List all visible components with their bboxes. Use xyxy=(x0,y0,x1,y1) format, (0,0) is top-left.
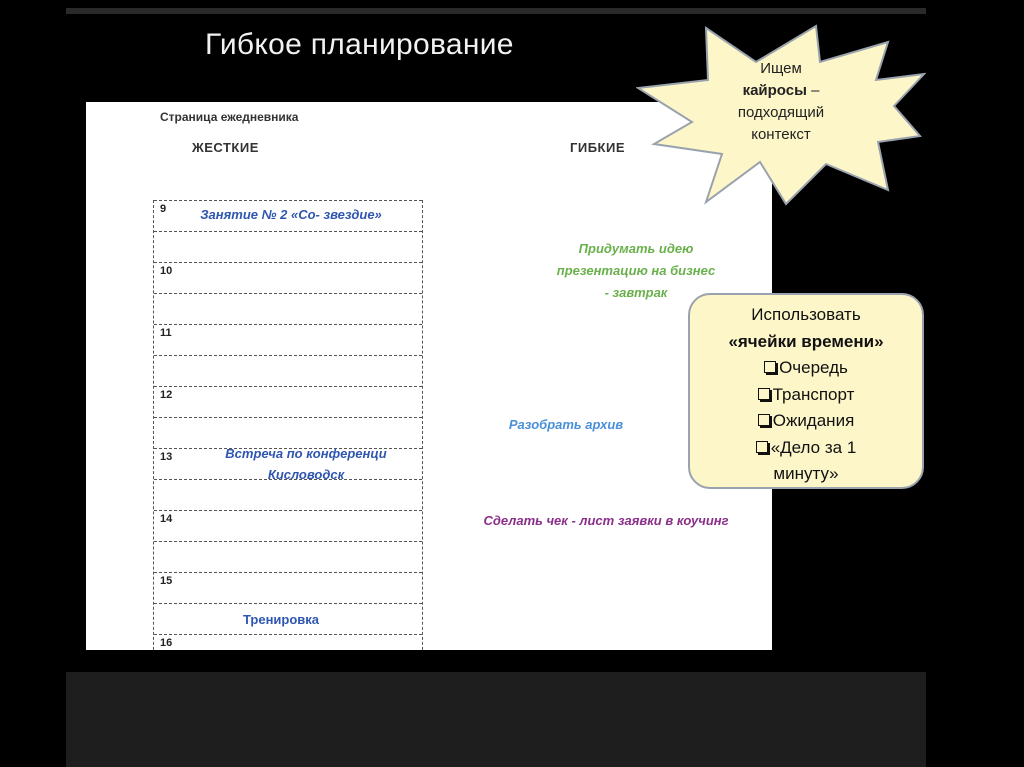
time-row xyxy=(154,510,422,541)
time-row xyxy=(154,541,422,572)
flexible-task-archive: Разобрать архив xyxy=(508,417,624,432)
starburst-line4: контекст xyxy=(751,126,811,143)
flexible-task-idea-line1: Придумать идею xyxy=(578,241,694,256)
slide-title: Гибкое планирование xyxy=(205,28,514,61)
hour-label: 13 xyxy=(160,451,173,463)
hour-label: 9 xyxy=(160,203,167,215)
starburst-line3: подходящий xyxy=(737,104,825,121)
callout-item xyxy=(690,408,922,435)
rigid-event-meeting-line2: Кисловодск xyxy=(267,467,345,482)
hour-label: 15 xyxy=(160,575,173,587)
checkbox-icon xyxy=(758,414,770,426)
hour-label: 16 xyxy=(160,637,173,649)
column-flexible-header: ГИБКИЕ xyxy=(570,140,626,155)
callout-item-text: Очередь xyxy=(779,358,848,377)
callout-item xyxy=(690,435,922,462)
rigid-event-meeting-line1: Встреча по конференци xyxy=(225,446,387,461)
callout-line1: Использовать xyxy=(751,305,861,324)
callout-item xyxy=(690,382,922,409)
starburst-line1: Ищем xyxy=(760,60,802,77)
planner-page-label: Страница ежедневника xyxy=(160,110,299,124)
time-row xyxy=(154,262,422,293)
time-row xyxy=(154,386,422,417)
checkbox-icon xyxy=(764,361,776,373)
rigid-event-training: Тренировка xyxy=(242,612,320,627)
hour-label: 11 xyxy=(160,327,172,339)
starburst-dash: – xyxy=(806,82,820,99)
callout-item-text: «Дело за 1 xyxy=(770,437,857,457)
time-row xyxy=(154,634,422,650)
time-cells-callout xyxy=(688,293,924,489)
starburst-line2 xyxy=(716,80,846,102)
column-rigid-header: ЖЕСТКИЕ xyxy=(192,140,259,155)
flexible-task-checklist: Сделать чек - лист заявки в коучинг xyxy=(483,513,729,528)
bottom-band xyxy=(66,672,926,767)
callout-item-text: Ожидания xyxy=(772,411,855,430)
callout-item xyxy=(690,355,922,382)
checkbox-icon xyxy=(756,441,768,453)
time-row xyxy=(154,293,422,324)
time-row xyxy=(154,324,422,355)
time-row xyxy=(154,231,422,262)
time-grid xyxy=(153,200,423,650)
time-row xyxy=(154,355,422,386)
hour-label: 12 xyxy=(160,389,173,401)
rigid-event-lesson: Занятие № 2 «Со- звездие» xyxy=(200,207,382,222)
kairos-term: кайросы xyxy=(742,82,807,99)
checkbox-icon xyxy=(758,388,770,400)
hour-label: 10 xyxy=(160,265,173,277)
hour-label: 14 xyxy=(160,513,173,525)
starburst-text xyxy=(716,58,846,146)
time-row xyxy=(154,572,422,603)
callout-heading: «ячейки времени» xyxy=(728,331,884,351)
callout-last-line: минуту» xyxy=(773,464,839,483)
callout-item-text: Транспорт xyxy=(772,384,855,404)
flexible-task-idea-line2: презентацию на бизнес xyxy=(556,263,716,278)
flexible-task-idea-line3: - завтрак xyxy=(604,285,668,300)
